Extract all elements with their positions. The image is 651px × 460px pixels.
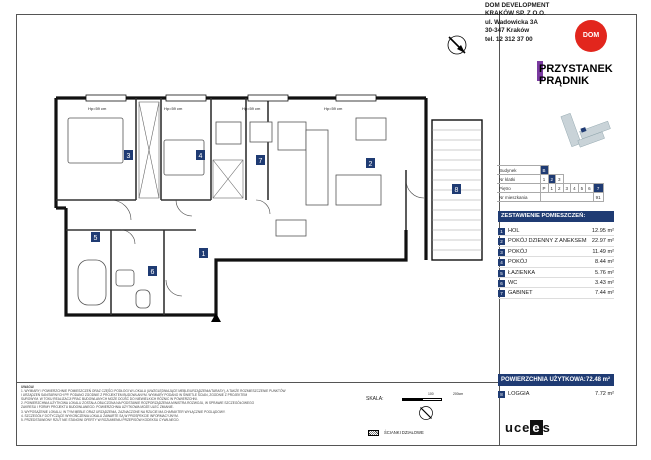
project-logo-line1: PRZYSTANEK bbox=[539, 63, 613, 75]
notes-line: 1. WYMIARY I POWIERZCHNIE POMIESZCZEŃ ORAZ CZĘŚCI PODŁOGI W LOKALU (UWZGLĘDNIAJĄCE MEBLE/URZĄDZENIA/TARASY), A TAKŻE ROZMIESZCZENIE PUNKTÓW bbox=[21, 389, 286, 394]
room-number-label: 4 bbox=[198, 153, 203, 160]
info-label: Piętro bbox=[497, 184, 540, 193]
info-cell: 2 bbox=[548, 175, 556, 184]
room-number-badge: 2 bbox=[498, 238, 505, 245]
bathtub bbox=[78, 260, 106, 305]
window-height-label: Hp=59 cm bbox=[242, 106, 261, 111]
rooms-title: ZESTAWIENIE POMIESZCZEŃ: bbox=[498, 211, 614, 222]
info-cell: 3 bbox=[563, 184, 571, 193]
info-label: Nr klatki bbox=[497, 175, 540, 184]
kitchen-sink bbox=[276, 220, 306, 236]
dining-table bbox=[356, 118, 386, 140]
notes-line: I URZĄDZEŃ SANITARNYCH PP. PODANO ZGODNIE Z PROJEKTEM BUDOWLANYM. WYMIARY PODANO W ŚWIETLE ŚCIAN, ZGODNIE Z PROJEKTEM bbox=[21, 393, 248, 398]
info-cell: 2 bbox=[556, 184, 564, 193]
room-area: 3.43 m² bbox=[595, 279, 614, 286]
info-cell: 3 bbox=[556, 175, 564, 184]
room-number-label: 3 bbox=[126, 153, 131, 160]
sheet-divider-horizontal bbox=[17, 382, 499, 383]
usable-area-value: 72.48 m² bbox=[585, 377, 610, 383]
info-cell: 6 bbox=[586, 184, 594, 193]
north-arrow-icon bbox=[446, 34, 468, 56]
info-row-apartment bbox=[497, 193, 603, 202]
info-cell: 4 bbox=[571, 184, 579, 193]
info-row-building bbox=[497, 166, 603, 175]
company-info bbox=[485, 2, 549, 44]
loggia-name: LOGGIA bbox=[508, 391, 530, 397]
room-number-label: 7 bbox=[258, 158, 263, 165]
usable-area-bar bbox=[498, 374, 614, 386]
scale-bar bbox=[402, 398, 442, 401]
armchair bbox=[278, 122, 306, 150]
kitchen-counter bbox=[306, 130, 328, 205]
room-number-badge: 7 bbox=[498, 290, 505, 297]
room-row bbox=[498, 278, 614, 288]
info-cell: 1 bbox=[548, 184, 556, 193]
notes-heading: UWAGA! bbox=[21, 385, 35, 389]
room-area: 11.49 m² bbox=[592, 248, 614, 255]
room-number-badge: 4 bbox=[498, 259, 505, 266]
info-cell: 5 bbox=[578, 184, 586, 193]
scale-tick-label: 200cm bbox=[453, 392, 464, 396]
loggia-area: 7.72 m² bbox=[595, 391, 614, 397]
dom-development-logo: DOM bbox=[575, 20, 607, 52]
site-plan-thumbnail bbox=[560, 108, 622, 152]
desk-room7 bbox=[250, 122, 272, 142]
room-number-label: 8 bbox=[454, 187, 459, 194]
info-cell: B bbox=[540, 166, 548, 175]
room-number-badge: 3 bbox=[498, 249, 505, 256]
room-number-badge: 6 bbox=[498, 280, 505, 287]
info-cell: 7 bbox=[593, 184, 603, 193]
desk-room4 bbox=[216, 122, 241, 144]
room-name: POKÓJ bbox=[508, 259, 527, 266]
rooms-list bbox=[498, 226, 614, 299]
info-cell: P bbox=[540, 184, 548, 193]
notes-line: ZAKRESU I FORMY PROJEKTU BUDOWLANEGO. POWIERZCHNIA UŻYTKOWA MOŻE ULEC ZMIANIE. bbox=[21, 405, 174, 410]
info-cell: 91 bbox=[593, 193, 603, 202]
notes-line: SUROWYM. W TOKU REALIZACJI PRAC BUDOWLANYCH MOŻE DOJŚĆ DO NIEWIELKICH RÓŻNIC W POWIERZCHNI. bbox=[21, 397, 198, 402]
bed-room3 bbox=[68, 118, 123, 163]
company-line: tel. 12 312 37 00 bbox=[485, 35, 533, 43]
room-row bbox=[498, 247, 614, 257]
room-row bbox=[498, 236, 614, 246]
notes-line: 5. PRZEDSTAWIONY RZUT NIE STANOWI OFERTY W ROZUMIENIU PRZEPISÓW KODEKSU CYWILNEGO. bbox=[21, 417, 180, 422]
ucees-logo: uce e s bbox=[505, 420, 551, 435]
room-number-label: 6 bbox=[150, 269, 155, 276]
disclaimer-notes bbox=[21, 385, 351, 422]
loggia-row bbox=[498, 389, 614, 399]
room-area: 12.95 m² bbox=[591, 228, 614, 234]
company-line: KRAKÓW SP. Z O.O. bbox=[485, 10, 546, 18]
room-name: POKÓJ bbox=[508, 248, 527, 255]
info-label: Budynek bbox=[497, 166, 540, 175]
window-height-label: Hp=59 cm bbox=[324, 106, 343, 111]
window-height-label: Hp=59 cm bbox=[164, 106, 183, 111]
info-row-floor bbox=[497, 184, 603, 193]
partition-walls-legend-icon bbox=[368, 430, 379, 436]
room-number-label: 1 bbox=[201, 251, 206, 258]
info-cell bbox=[540, 193, 593, 202]
project-logo bbox=[539, 63, 613, 87]
notes-line: 2. POWIERZCHNIA UŻYTKOWA LOKALU ZOSTAŁA OBLICZONA NA PODSTAWIE ROZPORZĄDZENIA MINISTRA ROZWOJU, W SPRAWIE SZCZEGÓŁOWEGO bbox=[21, 401, 255, 406]
toilet bbox=[136, 290, 150, 308]
project-logo-line2: PRĄDNIK bbox=[539, 75, 590, 87]
info-row-staircase bbox=[497, 175, 603, 184]
usable-area-label: POWIERZCHNIA UŻYTKOWA: bbox=[501, 377, 586, 383]
room-number-label: 5 bbox=[93, 235, 98, 242]
room-area: 5.76 m² bbox=[595, 269, 614, 276]
apartment-floor-plan bbox=[16, 60, 486, 340]
scale-label: SKALA: bbox=[366, 396, 384, 402]
partition-walls-label: ŚCIANKI DZIAŁOWE bbox=[384, 430, 424, 435]
room-row bbox=[498, 226, 614, 236]
apartment-info-table bbox=[497, 165, 604, 202]
company-line: DOM DEVELOPMENT bbox=[485, 2, 550, 9]
room-name: HOL bbox=[508, 228, 520, 234]
furniture bbox=[68, 118, 386, 308]
room-area: 8.44 m² bbox=[595, 259, 614, 266]
room-name: POKÓJ DZIENNY Z ANEKSEM bbox=[508, 238, 587, 245]
room-name: ŁAZIENKA bbox=[508, 269, 536, 276]
company-line: ul. Wadowicka 3A bbox=[485, 18, 538, 26]
room-name: WC bbox=[508, 279, 518, 286]
room-number-badge: 8 bbox=[498, 391, 505, 398]
room-number-label: 2 bbox=[368, 161, 373, 168]
sofa bbox=[336, 175, 381, 205]
room-row bbox=[498, 257, 614, 267]
notes-line: 3. WYPOSAŻENIE LOKALU, W TYM MEBLE ORAZ URZĄDZENIA, ZAZNACZONE NA RZUCIE MA CHARAKTER WYŁĄCZNIE POGLĄDOWY. bbox=[21, 409, 226, 414]
room-area: 22.97 m² bbox=[591, 238, 614, 245]
room-row bbox=[498, 268, 614, 278]
room-area: 7.44 m² bbox=[595, 290, 614, 297]
info-label: Nr mieszkania bbox=[497, 193, 540, 202]
room-number-badge: 5 bbox=[498, 270, 505, 277]
room-name: GABINET bbox=[508, 290, 533, 297]
info-cell: 1 bbox=[540, 175, 548, 184]
room-row bbox=[498, 288, 614, 298]
north-arrow-small-icon bbox=[418, 405, 434, 421]
notes-line: 4. SZCZEGÓŁY DOTYCZĄCE WYKOŃCZENIA LOKALU ZAWARTE SĄ W PROSPEKCIE INFORMACYJNYM. bbox=[21, 413, 179, 418]
washbasin bbox=[116, 270, 134, 286]
room-number-badge: 1 bbox=[498, 228, 505, 235]
scale-tick-label: 100 bbox=[428, 392, 434, 396]
company-line: 30-347 Kraków bbox=[485, 27, 530, 35]
window-height-label: Hp=59 cm bbox=[88, 106, 107, 111]
